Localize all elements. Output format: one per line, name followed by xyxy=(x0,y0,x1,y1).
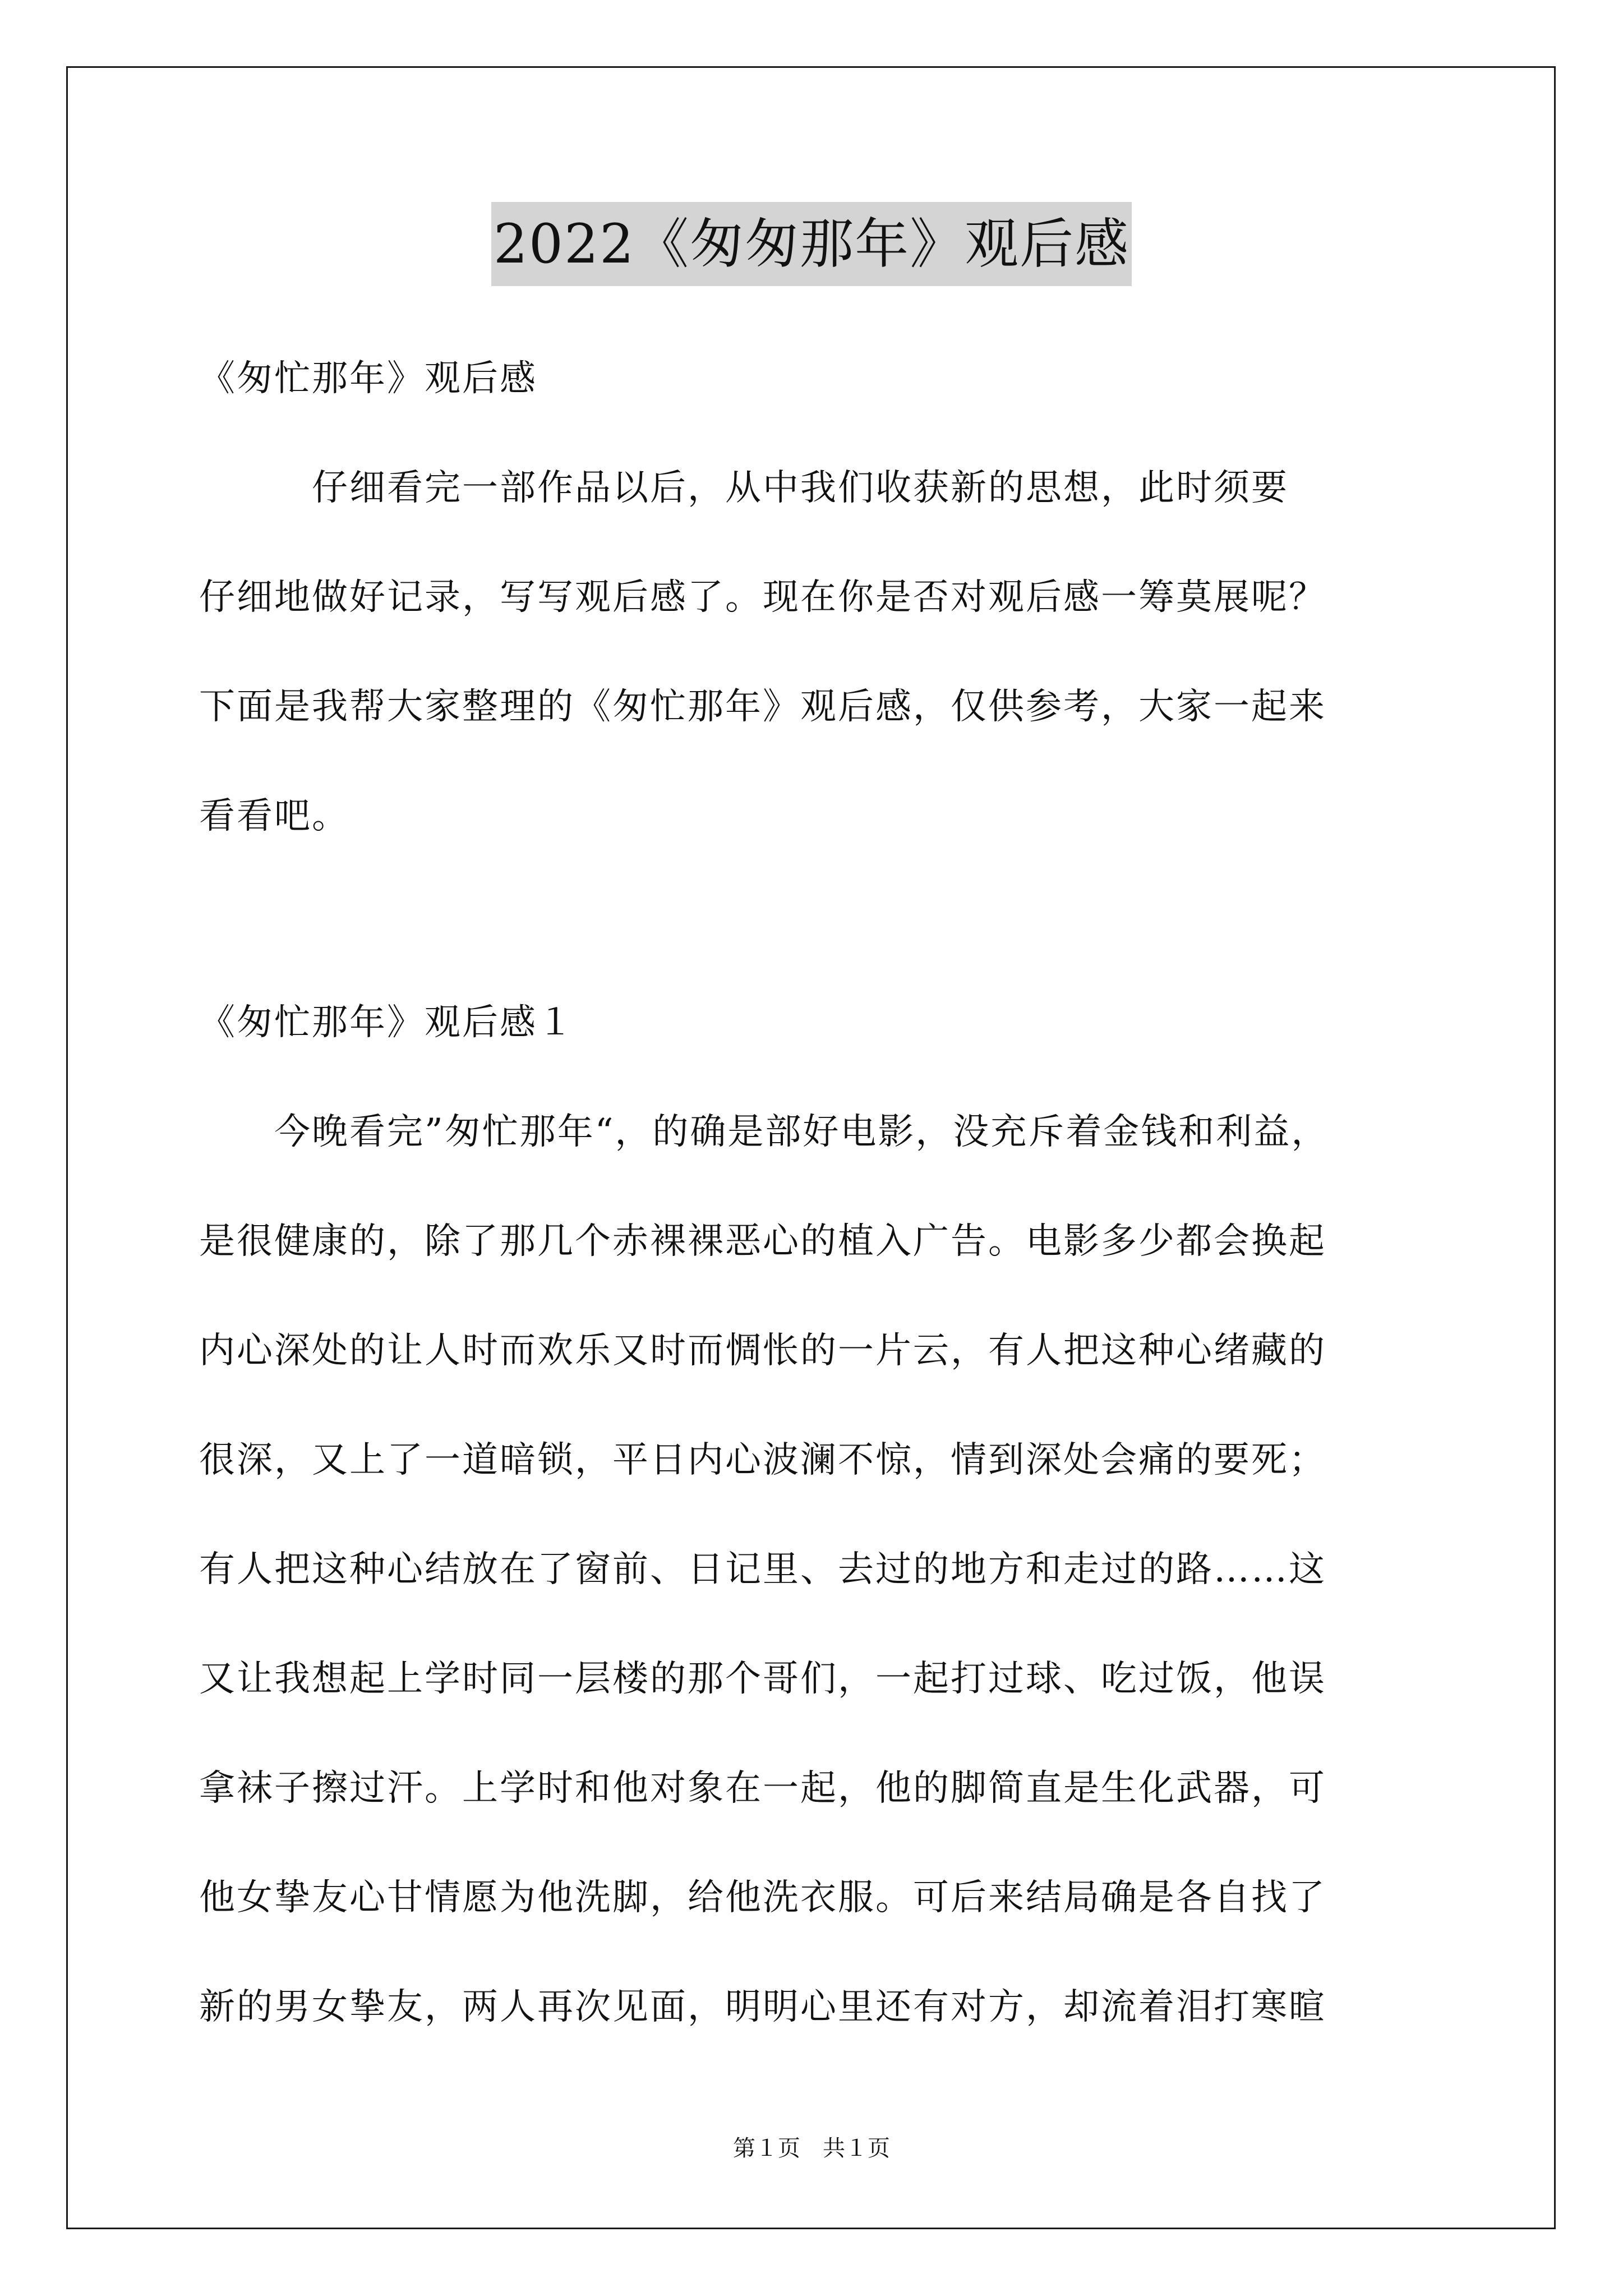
section-heading: 《匆忙那年》观后感１ xyxy=(199,1002,575,1043)
text-line: 新的男女挚友，两人再次见面，明明心里还有对方，却流着泪打寒暄 xyxy=(199,1986,1326,2028)
page-footer xyxy=(0,2132,1623,2165)
page-number: 第１页 xyxy=(733,2136,800,2161)
text-line: 又让我想起上学时同一层楼的那个哥们，一起打过球、吃过饭，他误 xyxy=(199,1658,1326,1700)
text-line: 有人把这种心结放在了窗前、日记里、去过的地方和走过的路……这 xyxy=(199,1549,1326,1590)
title-container xyxy=(0,202,1623,286)
text-line: 仔细地做好记录，写写观后感了。现在你是否对观后感一筹莫展呢？ xyxy=(199,577,1326,618)
text-line: 内心深处的让人时而欢乐又时而惆怅的一片云，有人把这种心绪藏的 xyxy=(199,1330,1326,1372)
text-line: 很深，又上了一道暗锁，平日内心波澜不惊，情到深处会痛的要死； xyxy=(199,1439,1326,1481)
text-line: 下面是我帮大家整理的《匆忙那年》观后感，仅供参考，大家一起来 xyxy=(199,686,1326,728)
text-line: 拿袜子擦过汗。上学时和他对象在一起，他的脚简直是生化武器，可 xyxy=(199,1768,1326,1809)
document-title: 2022《匆匆那年》观后感 xyxy=(491,202,1132,286)
text-line: 今晚看完”匆忙那年“，的确是部好电影，没充斥着金钱和利益， xyxy=(199,1111,1329,1153)
text-line: 看看吧。 xyxy=(199,795,349,837)
text-line: 仔细看完一部作品以后，从中我们收获新的思想，此时须要 xyxy=(199,467,1289,509)
section-heading: 《匆忙那年》观后感 xyxy=(199,358,537,399)
text-line: 他女挚友心甘情愿为他洗脚，给他洗衣服。可后来结局确是各自找了 xyxy=(199,1877,1326,1918)
page-total: 共１页 xyxy=(823,2136,890,2161)
text-line: 是很健康的，除了那几个赤裸裸恶心的植入广告。电影多少都会换起 xyxy=(199,1221,1326,1262)
